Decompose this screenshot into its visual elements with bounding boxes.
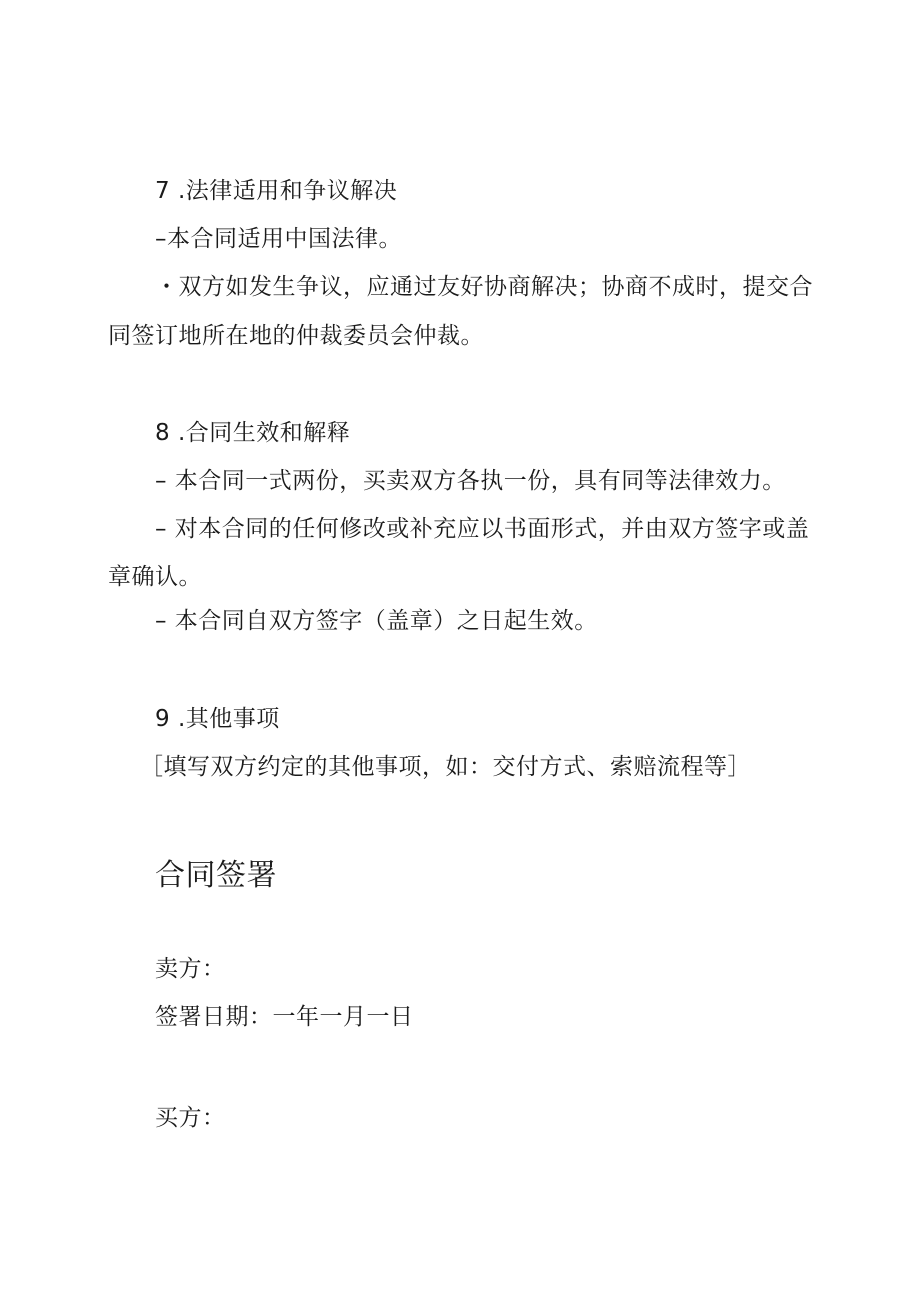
section-9-placeholder: ［填写双方约定的其他事项，如：交付方式、索赔流程等］ (140, 754, 751, 780)
section-7-item-dispute-line1: ・双方如发生争议，应通过友好协商解决；协商不成时，提交合 (155, 274, 813, 300)
section-7-heading: 7 .法律适用和争议解决 (155, 178, 398, 204)
buyer-label: 买方： (155, 1105, 226, 1131)
section-8-item-amendment-line1: – 对本合同的任何修改或补充应以书面形式，并由双方签字或盖 (155, 516, 810, 542)
seller-label: 卖方： (155, 956, 226, 982)
section-7-item-dispute-line2: 同签订地所在地的仲裁委员会仲裁。 (108, 323, 484, 349)
section-8-item-amendment-line2: 章确认。 (108, 564, 202, 590)
section-7-item-governing-law: –本合同适用中国法律。 (155, 226, 402, 252)
section-8-item-copies: – 本合同一式两份，买卖双方各执一份，具有同等法律效力。 (155, 468, 786, 494)
signing-title: 合同签署 (155, 858, 277, 893)
section-8-item-effective: – 本合同自双方签字（盖章）之日起生效。 (155, 608, 598, 634)
signing-date-label: 签署日期：一年一月一日 (155, 1004, 414, 1030)
section-9-heading: 9 .其他事项 (155, 706, 280, 732)
section-8-heading: 8 .合同生效和解释 (155, 420, 351, 446)
